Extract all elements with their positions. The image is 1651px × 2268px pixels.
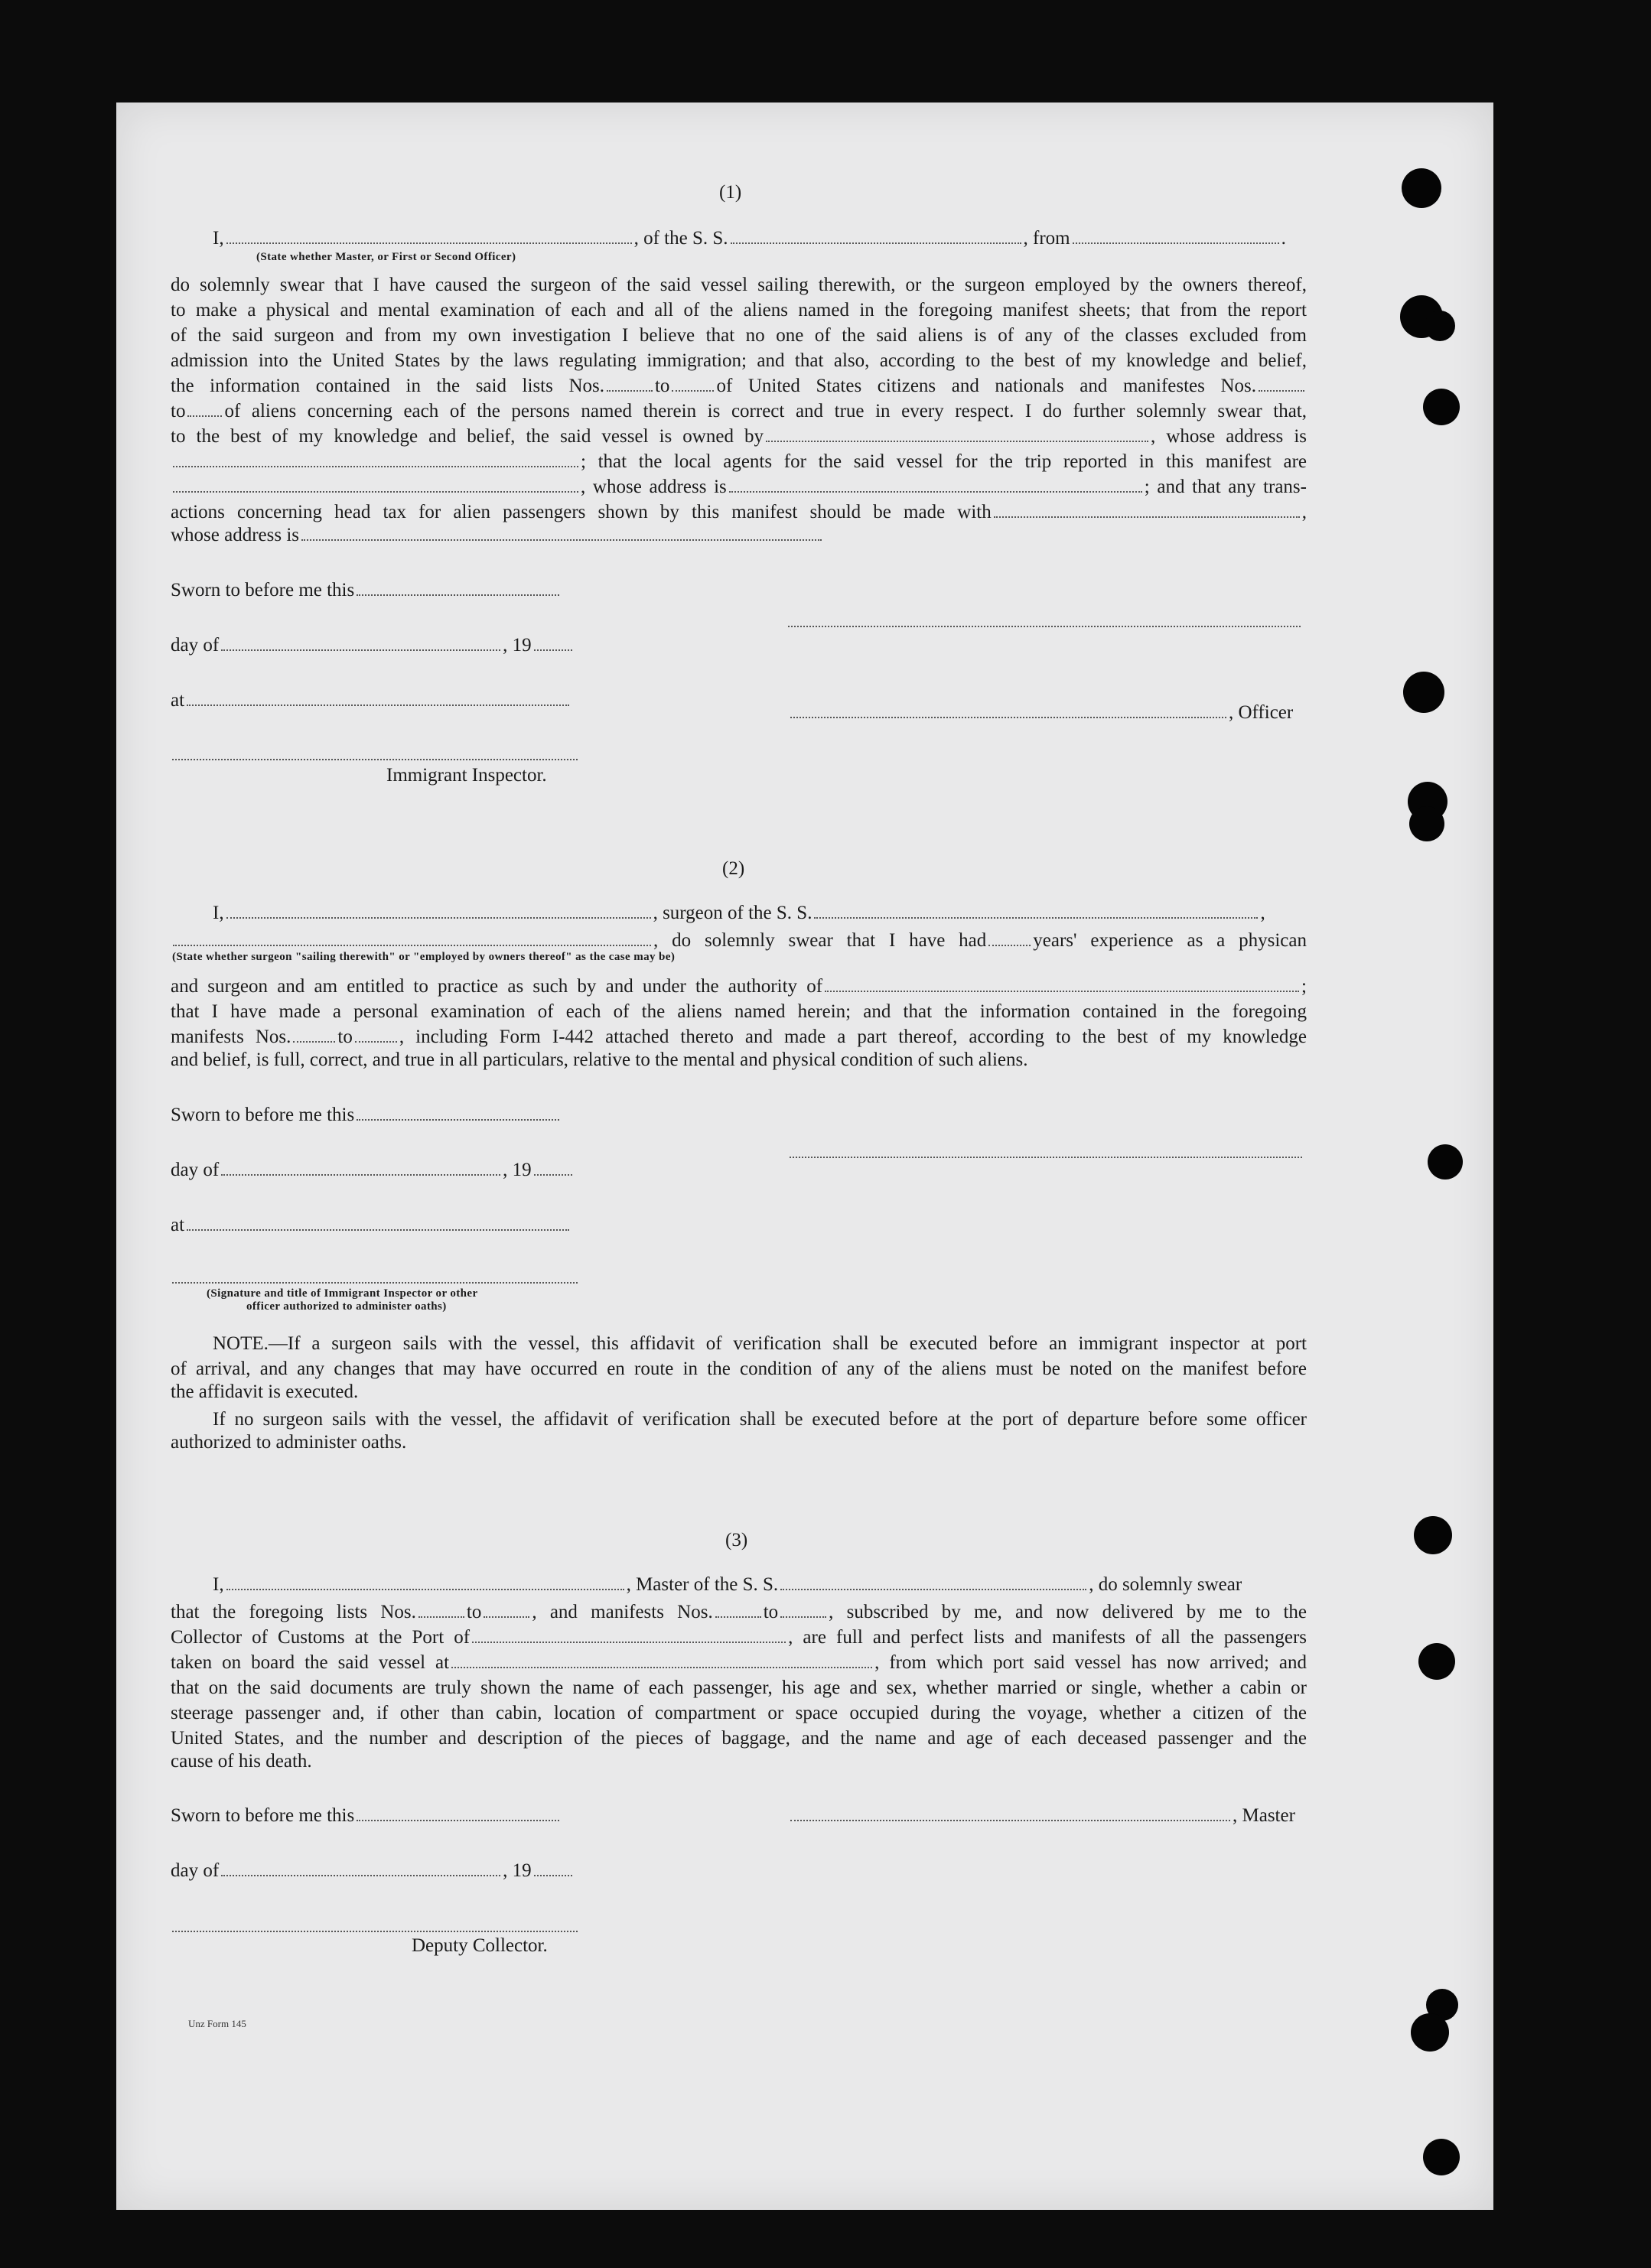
affidavit-line: taken on board the said vessel at , from which port said vessel has now arrived; and [171,1652,1307,1673]
punch-hole [1423,389,1460,425]
at-label: at [171,1215,572,1236]
affidavit-line: manifests Nos. to , including Form I-442 attached thereto and made a part thereof, according to the best of my knowledge [171,1027,1307,1047]
affidavit-line: that I have made a personal examination of each of the aliens named herein; and that the information contained in the foregoing [171,1001,1307,1022]
affidavit-line: admission into the United States by the laws regulating immigration; and that also, according to the best of my knowledge and belief, [171,350,1307,371]
sworn-label: Sworn to before me this [171,580,562,601]
affidavit-line: and belief, is full, correct, and true in all particulars, relative to the mental and physical condition of such aliens. [171,1049,1028,1070]
affidavit-line: to make a physical and mental examination of each and all of the aliens named in the foregoing manifest sheets; that from the report [171,300,1307,321]
signature-line [172,1931,578,1932]
affidavit-line: to of aliens concerning each of the persons named therein is correct and true in every respect. I do further solemnly swear that, [171,401,1307,421]
punch-hole [1403,672,1444,713]
punch-hole [1423,2139,1460,2175]
field-note: (State whether surgeon "sailing therewith" or "employed by owners thereof" as the case may be) [172,951,676,963]
collector-label: Deputy Collector. [412,1935,548,1956]
section-number: (2) [722,858,745,879]
affidavit-line: actions concerning head tax for alien passengers shown by this manifest should be made with , [171,502,1307,522]
note-line: authorized to administer oaths. [171,1432,407,1453]
field-note: (State whether Master, or First or Second Officer) [256,251,516,263]
officer-signature: , Officer [788,702,1293,724]
note-line: If no surgeon sails with the vessel, the affidavit of verification shall be executed before at the port of departure before some officer [213,1409,1307,1430]
affidavit-line: , do solemnly swear that I have had years' experience as a physican [171,928,1307,953]
affidavit-line: Collector of Customs at the Port of , are full and perfect lists and manifests of all the passengers [171,1627,1307,1648]
signature-note: officer authorized to administer oaths) [246,1300,447,1313]
at-label: at [171,690,572,711]
master-signature: , Master [788,1805,1295,1827]
punch-hole [1402,168,1441,208]
affidavit-line: , whose address is ; and that any trans- [171,474,1307,499]
day-of-label: day of , 19 [171,1160,575,1181]
punch-hole [1418,1643,1455,1680]
form-number: Unz Form 145 [188,2018,246,2029]
affidavit-line: and surgeon and am entitled to practice as such by and under the authority of ; [171,976,1307,997]
affidavit-line: I, , of the S. S. , from . [213,228,1286,249]
affidavit-line: I, , surgeon of the S. S. , [213,903,1265,923]
affidavit-line: whose address is [171,525,824,546]
punch-hole [1414,1516,1452,1554]
punch-hole [1409,806,1444,841]
affidavit-line: I, , Master of the S. S. , do solemnly swear [213,1574,1242,1595]
day-of-label: day of , 19 [171,1860,575,1882]
affidavit-line: ; that the local agents for the said vessel for the trip reported in this manifest are [171,449,1307,474]
day-of-label: day of , 19 [171,635,575,656]
punch-hole [1425,311,1455,341]
section-number: (3) [725,1530,748,1551]
affidavit-line: do solemnly swear that I have caused the surgeon of the said vessel sailing therewith, or the surgeon employed by the owners thereof, [171,275,1307,295]
note-line: of arrival, and any changes that may have occurred en route in the condition of any of the aliens must be noted on the manifest before [171,1359,1307,1379]
affidavit-line: cause of his death. [171,1751,312,1772]
signature-note: (Signature and title of Immigrant Inspector or other [207,1287,478,1300]
affidavit-line: United States, and the number and description of the pieces of baggage, and the name and age of each deceased passenger and the [171,1728,1307,1749]
affidavit-line: to the best of my knowledge and belief, the said vessel is owned by , whose address is [171,426,1307,447]
signature-line [790,1157,1302,1158]
affidavit-line: of the said surgeon and from my own investigation I believe that no one of the said aliens is of any of the classes excluded from [171,325,1307,346]
punch-hole [1428,1144,1463,1180]
signature-line [788,626,1301,627]
inspector-label: Immigrant Inspector. [386,765,547,786]
punch-hole [1411,2013,1449,2052]
affidavit-line: that the foregoing lists Nos. to , and manifests Nos. to , subscribed by me, and now delivered by me to the [171,1602,1307,1622]
signature-line [172,1282,578,1284]
sworn-label: Sworn to before me this [171,1805,562,1827]
note-line: NOTE.—If a surgeon sails with the vessel, this affidavit of verification shall be executed before an immigrant inspector at port [213,1333,1307,1354]
affidavit-line: the information contained in the said lists Nos. to of United States citizens and nationals and manifestes Nos. [171,373,1307,399]
sworn-label: Sworn to before me this [171,1105,562,1126]
affidavit-line: that on the said documents are truly shown the name of each passenger, his age and sex, whether married or single, whether a cabin or [171,1677,1307,1698]
note-line: the affidavit is executed. [171,1381,359,1402]
signature-line [172,759,578,760]
section-number: (1) [719,182,742,203]
affidavit-line: steerage passenger and, if other than cabin, location of compartment or space occupied during the voyage, whether a citizen of the [171,1703,1307,1723]
